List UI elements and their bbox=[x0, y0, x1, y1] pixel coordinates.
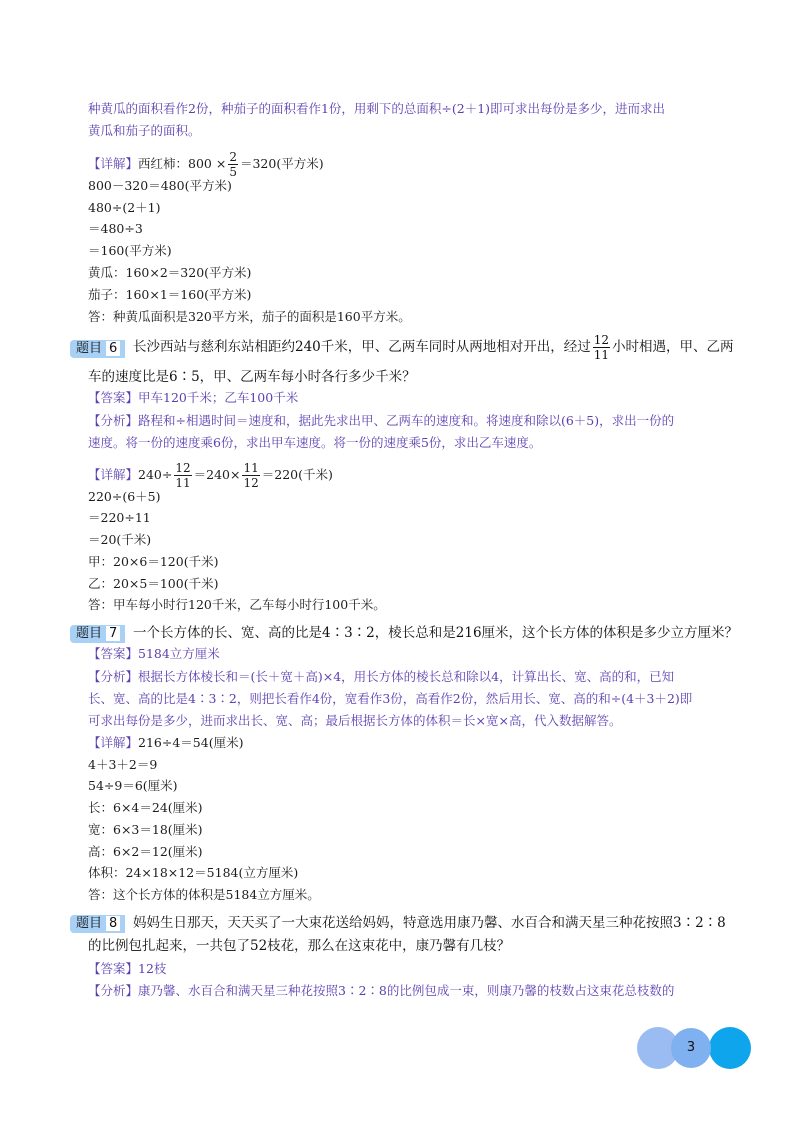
step-line: 甲：20×6＝120(千米) bbox=[88, 554, 219, 569]
conclusion-line: 答：种黄瓜面积是320平方米，茄子的面积是160平方米。 bbox=[88, 309, 411, 324]
fraction: $\frac{2}{5}$ bbox=[229, 150, 237, 179]
step-line: 茄子：160×1＝160(平方米) bbox=[88, 287, 252, 302]
step-line: ＝160(平方米) bbox=[88, 243, 172, 258]
page-number: 3 bbox=[686, 1040, 696, 1055]
analysis-line: 可求出每份是多少，进而求出长、宽、高；最后根据长方体的体积＝长×宽×高，代入数据解答。 bbox=[88, 713, 622, 728]
step-line: 黄瓜：160×2＝320(平方米) bbox=[88, 265, 252, 280]
analysis-line: 【分析】根据长方体棱长和＝(长＋宽＋高)×4，用长方体的棱长总和除以4，计算出长、宽、高的和，已知 bbox=[88, 669, 675, 684]
question-badge: 题目 6 bbox=[70, 340, 125, 358]
analysis-text-line: 黄瓜和茄子的面积。 bbox=[88, 123, 201, 138]
step-line: 4＋3＋2＝9 bbox=[88, 757, 158, 772]
question-badge: 题目 8 bbox=[70, 915, 125, 933]
question-text-line: 的比例包扎起来，一共包了52枝花，那么在这束花中，康乃馨有几枝？ bbox=[88, 938, 511, 954]
answer-line: 【答案】5184立方厘米 bbox=[88, 646, 220, 661]
step-line: ＝480÷3 bbox=[88, 221, 143, 236]
detail-tag: 【详解】 bbox=[88, 467, 139, 482]
step-line: 54÷9＝6(厘米) bbox=[88, 778, 178, 793]
answer-line: 【答案】甲车120千米；乙车100千米 bbox=[88, 390, 299, 405]
step-line: 宽：6×3＝18(厘米) bbox=[88, 822, 203, 837]
detail-line bbox=[88, 151, 324, 178]
step-line: 480÷(2＋1) bbox=[88, 200, 161, 215]
page-decoration-circle bbox=[709, 1027, 751, 1069]
answer-line: 【答案】12枝 bbox=[88, 961, 167, 976]
conclusion-line: 答：甲车每小时行120千米，乙车每小时行100千米。 bbox=[88, 597, 386, 612]
fraction: $\frac{11}{12}$ bbox=[243, 461, 259, 490]
analysis-line: 【分析】康乃馨、水百合和满天星三种花按照3∶2∶8的比例包成一束，则康乃馨的枝数占这束花总枝数的 bbox=[88, 983, 675, 998]
step-line: 体积：24×18×12＝5184(立方厘米) bbox=[88, 865, 299, 880]
step-line: ＝220÷11 bbox=[88, 510, 151, 525]
step-line: 高：6×2＝12(厘米) bbox=[88, 844, 203, 859]
step-line: 乙：20×5＝100(千米) bbox=[88, 576, 219, 591]
fraction: $\frac{12}{11}$ bbox=[175, 461, 191, 490]
detail-line: 【详解】216÷4＝54(厘米) bbox=[88, 735, 244, 750]
analysis-line: 速度。将一份的速度乘6份，求出甲车速度。将一份的速度乘5份，求出乙车速度。 bbox=[88, 435, 542, 450]
detail-expr: 西红柿：800 × bbox=[138, 156, 227, 171]
analysis-line: 长、宽、高的比是4∶3∶2，则把长看作4份，宽看作3份，高看作2份，然后用长、宽、高的和÷(4＋3＋2)即 bbox=[88, 691, 693, 706]
step-line: ＝20(千米) bbox=[88, 532, 152, 547]
question-text-line: 车的速度比是6∶5，甲、乙两车每小时各行多少千米？ bbox=[88, 369, 416, 385]
question-text: 妈妈生日那天，天天买了一大束花送给妈妈，特意选用康乃馨、水百合和满天星三种花按照3∶2∶8 bbox=[133, 915, 726, 931]
question-badge: 题目 7 bbox=[70, 625, 125, 643]
question-text: 长沙西站与慈利东站相距约240千米，甲、乙两车同时从两地相对开出，经过 $\frac{12}{11}$ 小时相遇，甲、乙两 bbox=[133, 333, 734, 362]
detail-expr: ＝320(平方米) bbox=[239, 156, 324, 171]
analysis-line: 【分析】路程和÷相遇时间＝速度和，据此先求出甲、乙两车的速度和。将速度和除以(6＋5)，求出一份的 bbox=[88, 413, 675, 428]
question-text: 一个长方体的长、宽、高的比是4∶3∶2，棱长总和是216厘米，这个长方体的体积是多少立方厘米？ bbox=[133, 625, 739, 641]
step-line: 800－320＝480(平方米) bbox=[88, 178, 232, 193]
step-line: 220÷(6＋5) bbox=[88, 489, 161, 504]
fraction: $\frac{12}{11}$ bbox=[593, 333, 610, 362]
detail-tag: 【详解】 bbox=[88, 156, 139, 171]
detail-tag: 【详解】 bbox=[88, 735, 139, 750]
detail-line: 【详解】240÷ $\frac{12}{11}$ ＝240× $\frac{11}{12}$ ＝220(千米) bbox=[88, 461, 333, 490]
conclusion-line: 答：这个长方体的体积是5184立方厘米。 bbox=[88, 887, 320, 902]
step-line: 长：6×4＝24(厘米) bbox=[88, 800, 203, 815]
analysis-text-line: 种黄瓜的面积看作2份，种茄子的面积看作1份，用剩下的总面积÷(2＋1)即可求出每份是多少，进而求出 bbox=[88, 101, 666, 116]
